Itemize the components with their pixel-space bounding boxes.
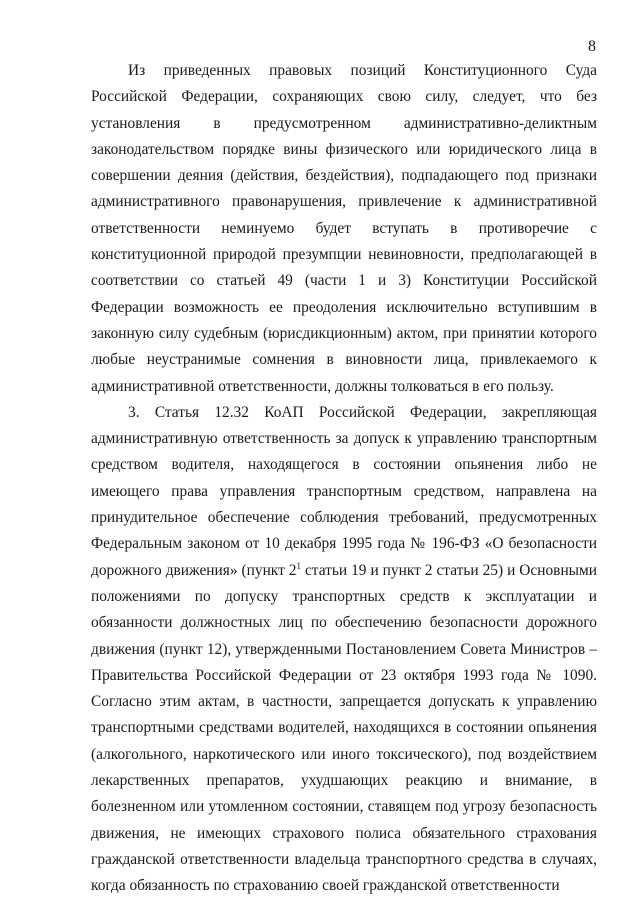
document-body xyxy=(91,58,597,900)
paragraph-article-12-32 xyxy=(91,400,597,900)
page-number: 8 xyxy=(588,38,596,55)
superscript-index: 1 xyxy=(296,560,301,571)
paragraph-text-before-footnote: 3. Статья 12.32 КоАП Российской Федерации, закрепляющая административную ответственность за допуск к управлению транспортным средством водителя, находящегося в состоянии опьянения либо не имеющего права управления транспортным средством, направлена на принудительное обеспечение соблюдения требований, предусмотренных Федеральным законом от 10 декабря 1995 года № 196-ФЗ «О безопасности дорожного движения» (пункт 2 xyxy=(91,403,597,579)
paragraph-constitutional-court-positions: Из приведенных правовых позиций Конституционного Суда Российской Федерации, сохраняющих свою силу, следует, что без установления в предусмотренном административно-деликтным законодательством порядке вины физического или юридического лица в совершении деяния (действия, бездействия), подпадающего под признаки административного правонарушения, привлечение к административной ответственности неминуемо будет вступать в противоречие с конституционной природой презумпции невиновности, предполагающей в соответствии со статьей 49 (части 1 и 3) Конституции Российской Федерации возможность ее преодоления исключительно вступившим в законную силу судебным (юрисдикционным) актом, при принятии которого любые неустранимые сомнения в виновности лица, привлекаемого к административной ответственности, должны толковаться в его пользу. xyxy=(91,62,597,395)
paragraph-text-after-footnote: статьи 19 и пункт 2 статьи 25) и Основными положениями по допуску транспортных средств к эксплуатации и обязанности должностных лиц по обеспечению безопасности дорожного движения (пункт 12), утвержденными Постановлением Совета Министров – Правительства Российской Федерации от 23 октября 1993 года № 1090. Согласно этим актам, в частности, запрещается допускать к управлению транспортными средствами водителей, находящихся в состоянии опьянения (алкогольного, наркотического или иного токсического), под воздействием лекарственных препаратов, ухудшающих реакцию и внимание, в болезненном или утомленном состоянии, ставящем под угрозу безопасность движения, не имеющих страхового полиса обязательного страхования гражданской ответственности владельца транспортного средства в случаях, когда обязанность по страхованию своей гражданской ответственности xyxy=(91,561,597,895)
